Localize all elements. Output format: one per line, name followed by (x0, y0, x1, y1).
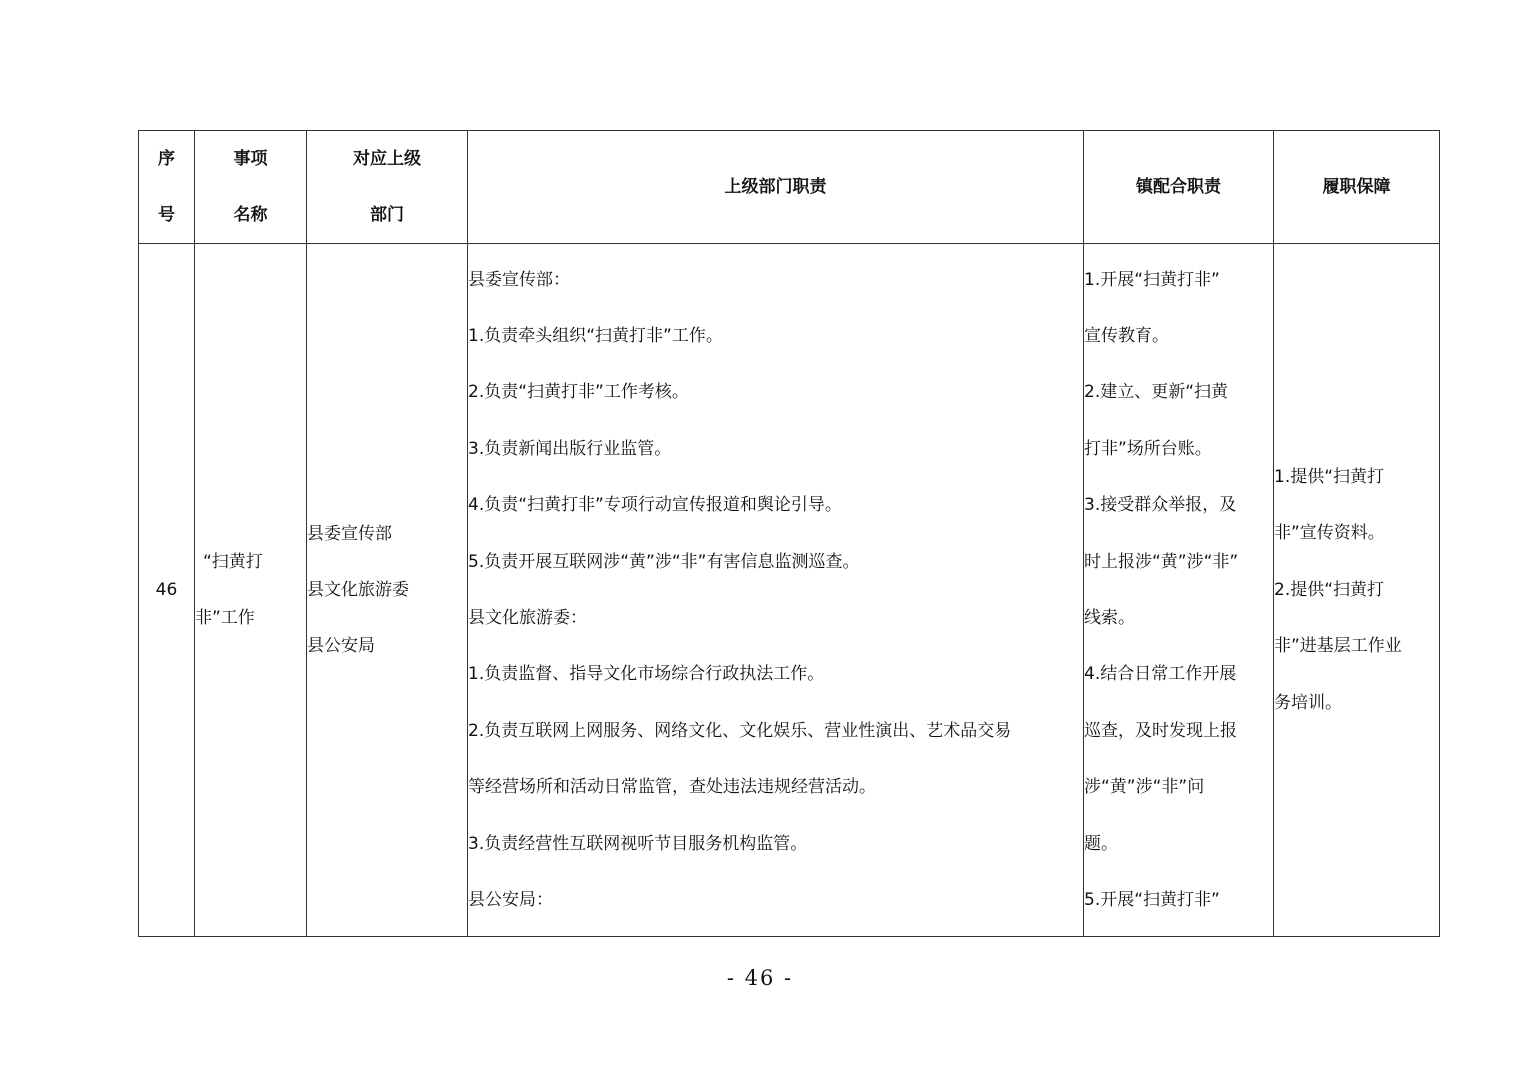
guarantee-line: 务培训。 (1274, 692, 1342, 713)
town-line: 3.接受群众举报，及 (1084, 495, 1237, 516)
town-line: 4.结合日常工作开展 (1084, 664, 1237, 685)
town-line: 巡查，及时发现上报 (1084, 720, 1237, 741)
town-line: 1.开展“扫黄打非” (1084, 269, 1220, 290)
header-duties: 上级部门职责 (468, 131, 1084, 244)
duty-line: 2.负责互联网上网服务、网络文化、文化娱乐、营业性演出、艺术品交易 (468, 720, 1012, 741)
header-seq-line1: 序 (158, 149, 175, 169)
town-line: 题。 (1084, 833, 1118, 854)
header-item-line1: 事项 (233, 149, 268, 169)
duty-line: 4.负责“扫黄打非”专项行动宣传报道和舆论引导。 (468, 495, 842, 516)
duty-line: 1.负责牵头组织“扫黄打非”工作。 (468, 325, 723, 346)
header-row (139, 131, 1440, 244)
table-row (139, 244, 1440, 937)
dept-item: 县文化旅游委 (307, 580, 409, 600)
duty-line: 县文化旅游委： (468, 608, 587, 628)
dept-item: 县委宣传部 (307, 524, 392, 544)
header-seq-line2: 号 (158, 205, 175, 225)
header-dept (307, 131, 468, 244)
guarantee-line: 非”宣传资料。 (1274, 523, 1385, 544)
header-town: 镇配合职责 (1084, 131, 1274, 244)
duty-line: 等经营场所和活动日常监管，查处违法违规经营活动。 (468, 777, 876, 798)
row-town-duties (1084, 244, 1274, 937)
header-dept-line1: 对应上级 (353, 149, 421, 169)
header-seq (139, 131, 195, 244)
town-line: 线索。 (1084, 608, 1135, 628)
row-item-line1: “扫黄打 (203, 552, 263, 572)
row-duties (468, 244, 1084, 937)
town-line: 时上报涉“黄”涉“非” (1084, 551, 1239, 572)
duty-line: 3.负责经营性互联网视听节目服务机构监管。 (468, 833, 808, 854)
row-item-line2: 非”工作 (195, 608, 255, 628)
row-guarantee (1274, 244, 1440, 937)
guarantee-line: 1.提供“扫黄打 (1274, 466, 1385, 487)
duty-line: 县公安局： (468, 890, 553, 911)
header-dept-line2: 部门 (370, 205, 404, 225)
duty-table (138, 130, 1440, 937)
duty-line: 1.负责监督、指导文化市场综合行政执法工作。 (468, 664, 825, 685)
header-item (195, 131, 307, 244)
header-item-line2: 名称 (233, 205, 268, 225)
row-seq: 46 (139, 244, 195, 937)
town-line: 5.开展“扫黄打非” (1084, 890, 1220, 911)
page-number: - 46 - (726, 966, 794, 990)
guarantee-line: 2.提供“扫黄打 (1274, 579, 1385, 600)
guarantee-line: 非”进基层工作业 (1274, 636, 1402, 657)
duty-line: 5.负责开展互联网涉“黄”涉“非”有害信息监测巡查。 (468, 551, 860, 572)
town-line: 打非”场所台账。 (1084, 438, 1212, 459)
town-line: 涉“黄”涉“非”问 (1084, 777, 1205, 798)
duty-line: 县委宣传部： (468, 269, 570, 290)
town-line: 2.建立、更新“扫黄 (1084, 382, 1229, 403)
duty-line: 2.负责“扫黄打非”工作考核。 (468, 382, 689, 403)
duty-line: 3.负责新闻出版行业监管。 (468, 438, 672, 459)
row-depts (307, 244, 468, 937)
town-line: 宣传教育。 (1084, 325, 1169, 346)
header-guarantee: 履职保障 (1274, 131, 1440, 244)
row-item (195, 244, 307, 937)
dept-item: 县公安局 (307, 636, 375, 656)
